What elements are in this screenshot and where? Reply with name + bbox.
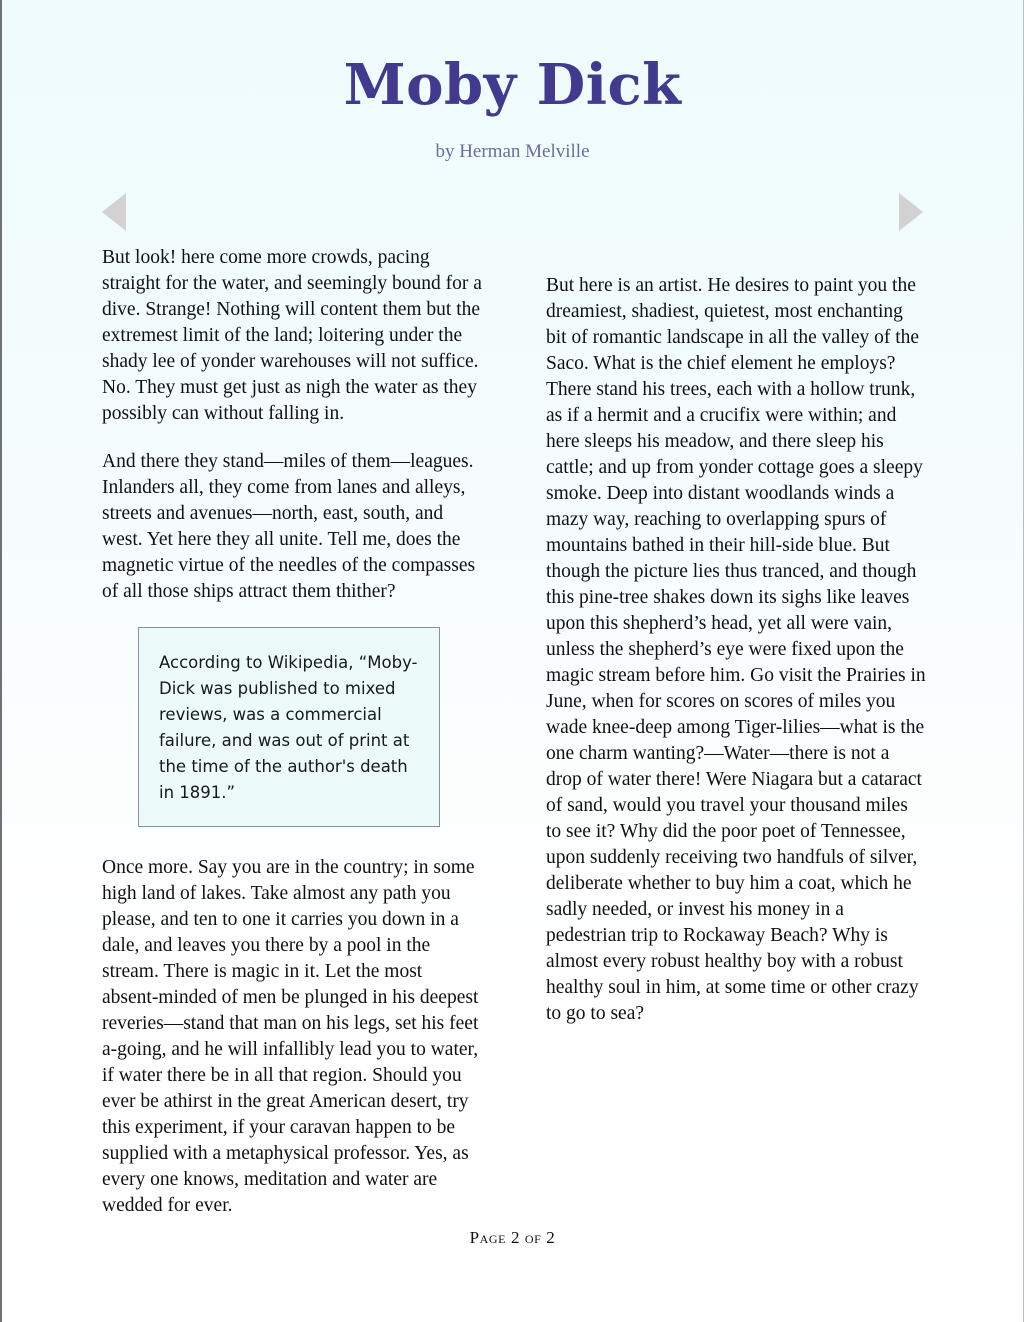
body-paragraph: But here is an artist. He desires to paint you the dreamiest, shadiest, quietest, most enchanting bit of romantic landscape in all the valley of the Saco. What is the chief element he employs? There stand his trees, each with a hollow trunk, as if a hermit and a crucifix were within; and here sleeps his meadow, and there sleep his cattle; and up from yonder cottage goes a sleepy smoke. Deep into distant woodlands winds a mazy way, reaching to overlapping spurs of mountains bathed in their hill-side blue. But though the picture lies thus tranced, and though this pine-tree shakes down its sighs like leaves upon this shepherd’s head, yet all were vain, unless the shepherd’s eye were fixed upon the magic stream before him. Go visit the Prairies in June, when for scores on scores of miles you wade knee-deep among Tiger-lilies—what is the one charm wanting?—Water—there is not a drop of water there! Were Niagara but a cataract of sand, would you travel your thousand miles to see it? Why did the poor poet of Tennessee, upon suddenly receiving two handfuls of silver, deliberate whether to buy him a coat, which he sadly needed, or invest his money in a pedestrian trip to Rockaway Beach? Why is almost every robust healthy boy with a robust healthy soul in him, at some time or other crazy to go to sea? [546, 275, 926, 1024]
column-right [546, 245, 926, 1219]
page-folio: Page 2 of 2 [469, 1228, 556, 1247]
triangle-right-icon[interactable] [899, 193, 923, 231]
wikipedia-callout-box [138, 627, 440, 827]
body-paragraph: And there they stand—miles of them—leagues. Inlanders all, they come from lanes and alleys, streets and avenues—north, east, south, and west. Yet here they all unite. Tell me, does the magnetic virtue of the needles of the compasses of all those ships attract them thither? [102, 451, 476, 602]
book-page [2, 0, 1023, 1322]
column-left [102, 245, 482, 1219]
body-paragraph: But look! here come more crowds, pacing straight for the water, and seemingly bound for a dive. Strange! Nothing will content them but the extremest limit of the land; loitering under the shady lee of yonder warehouses will not suffice. No. They must get just as nigh the water as they possibly can without falling in. [102, 247, 482, 424]
callout-text: According to Wikipedia, “Moby-Dick was published to mixed reviews, was a commercial failure, and was out of print at the time of the author's death in 1891.” [159, 653, 418, 802]
author-byline: by Herman Melville [435, 140, 590, 162]
page-footer [2, 1228, 1023, 1248]
page-title: Moby Dick [343, 52, 682, 118]
triangle-left-icon[interactable] [102, 193, 126, 231]
text-columns [102, 245, 927, 1219]
body-paragraph: Once more. Say you are in the country; in some high land of lakes. Take almost any path you please, and ten to one it carries you down in a dale, and leaves you there by a pool in the stream. There is magic in it. Let the most absent-minded of men be plunged in his deepest reveries—stand that man on his legs, set his feet a-going, and he will infallibly lead you to water, if water there be in all that region. Should you ever be athirst in the great American desert, try this experiment, if your caravan happen to be supplied with a metaphysical professor. Yes, as every one knows, meditation and water are wedded for ever. [102, 857, 479, 1216]
